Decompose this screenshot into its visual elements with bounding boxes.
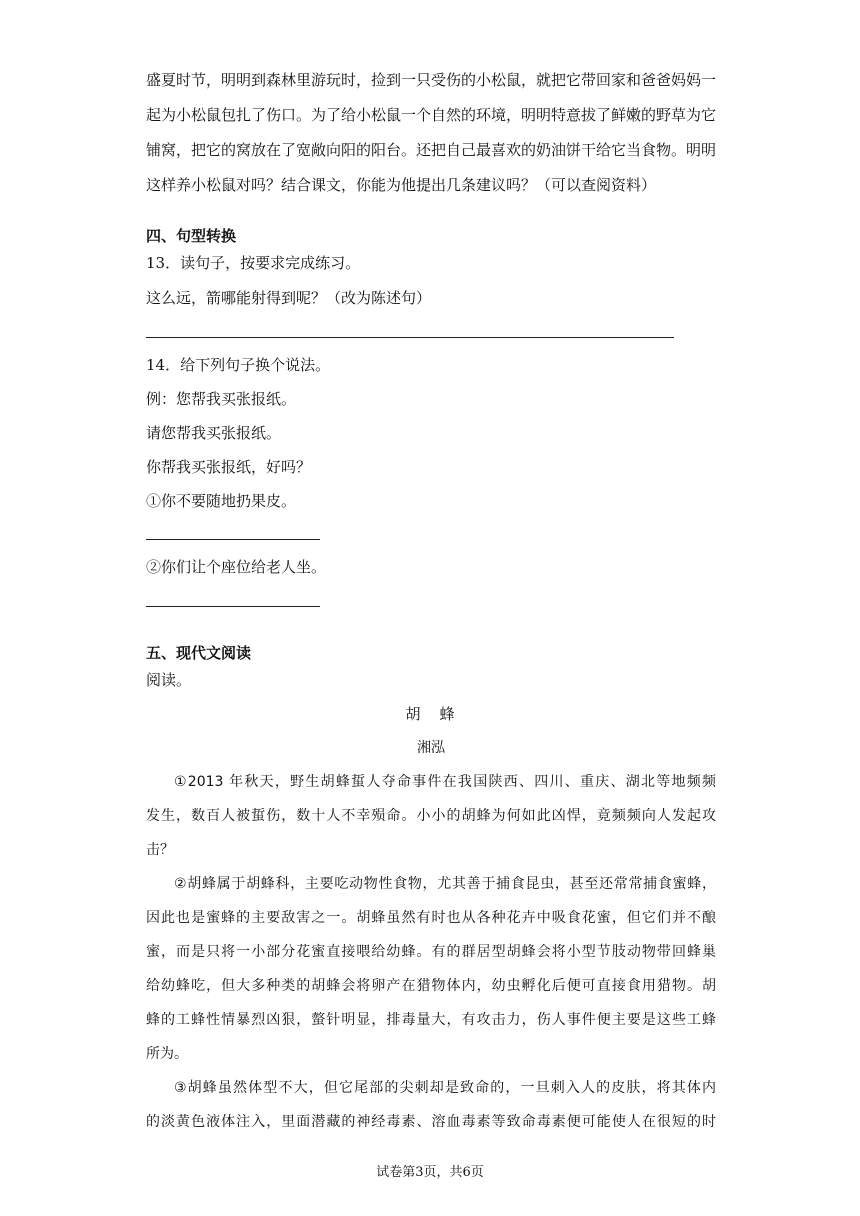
article-line-5: 因此也是蜜蜂的主要敌害之一。胡蜂虽然有时也从各种花卉中吸食花蜜，但它们并不酿 (146, 910, 716, 926)
q13-sentence: 这么远，箭哪能射得到呢？（改为陈述句） (146, 289, 432, 307)
article-line-10: ③胡蜂虽然体型不大，但它尾部的尖刺却是致命的，一旦刺入人的皮肤，将其体内 (174, 1080, 716, 1096)
q14-item-2: ②你们让个座位给老人坐。 (146, 558, 327, 576)
passage-line-2: 起为小松鼠包扎了伤口。为了给小松鼠一个自然的环境，明明特意拔了鲜嫩的野草为它 (146, 106, 717, 124)
q14-example-2: 请您帮我买张报纸。 (146, 424, 282, 442)
page-footer: 试卷第3页，共6页 (376, 1165, 484, 1180)
q14-prompt: 14．给下列句子换个说法。 (146, 356, 331, 374)
section-4-heading: 四、句型转换 (146, 227, 237, 245)
q14-example-3: 你帮我买张报纸，好吗？ (146, 458, 312, 476)
article-line-7: 给幼蜂吃，但大多种类的胡蜂会将卵产在猎物体内，幼虫孵化后便可直接食用猎物。胡 (146, 978, 716, 994)
article-author: 湘泓 (417, 740, 445, 756)
article-line-11: 的淡黄色液体注入，里面潜藏的神经毒素、溶血毒素等致命毒素便可能使人在很短的时 (146, 1114, 716, 1130)
article-line-3: 击？ (146, 842, 174, 858)
q13-answer-line[interactable] (146, 337, 674, 338)
q14-item-1: ①你不要随地扔果皮。 (146, 492, 297, 510)
q14-example-1: 例：您帮我买张报纸。 (146, 390, 297, 408)
article-line-4: ②胡蜂属于胡蜂科，主要吃动物性食物，尤其善于捕食昆虫，甚至还常常捕食蜜蜂， (174, 876, 716, 892)
article-line-6: 蜜，而是只将一小部分花蜜直接喂给幼蜂。有的群居型胡蜂会将小型节肢动物带回蜂巢 (146, 944, 716, 960)
passage-line-4: 这样养小松鼠对吗？结合课文，你能为他提出几条建议吗？（可以查阅资料） (146, 176, 657, 194)
article-line-1: ①2013 年秋天，野生胡蜂蜇人夺命事件在我国陕西、四川、重庆、湖北等地频频 (174, 774, 716, 790)
article-line-2: 发生，数百人被蜇伤，数十人不幸殒命。小小的胡蜂为何如此凶悍，竟频频向人发起攻 (146, 808, 716, 824)
section-5-heading: 五、现代文阅读 (146, 644, 252, 662)
q14-item-1-answer-line[interactable] (146, 539, 320, 540)
q13-prompt: 13．读句子，按要求完成练习。 (146, 254, 361, 272)
passage-line-1: 盛夏时节，明明到森林里游玩时，捡到一只受伤的小松鼠，就把它带回家和爸爸妈妈一 (146, 71, 717, 89)
article-title: 胡 蜂 (405, 705, 457, 723)
article-line-8: 蜂的工蜂性情暴烈凶狠，螫针明显，排毒量大，有攻击力，伤人事件便主要是这些工蜂 (146, 1012, 716, 1028)
q14-item-2-answer-line[interactable] (146, 606, 320, 607)
reading-instruction: 阅读。 (146, 671, 192, 689)
passage-line-3: 铺窝，把它的窝放在了宽敞向阳的阳台。还把自己最喜欢的奶油饼干给它当食物。明明 (146, 141, 717, 159)
article-line-9: 所为。 (146, 1046, 188, 1062)
